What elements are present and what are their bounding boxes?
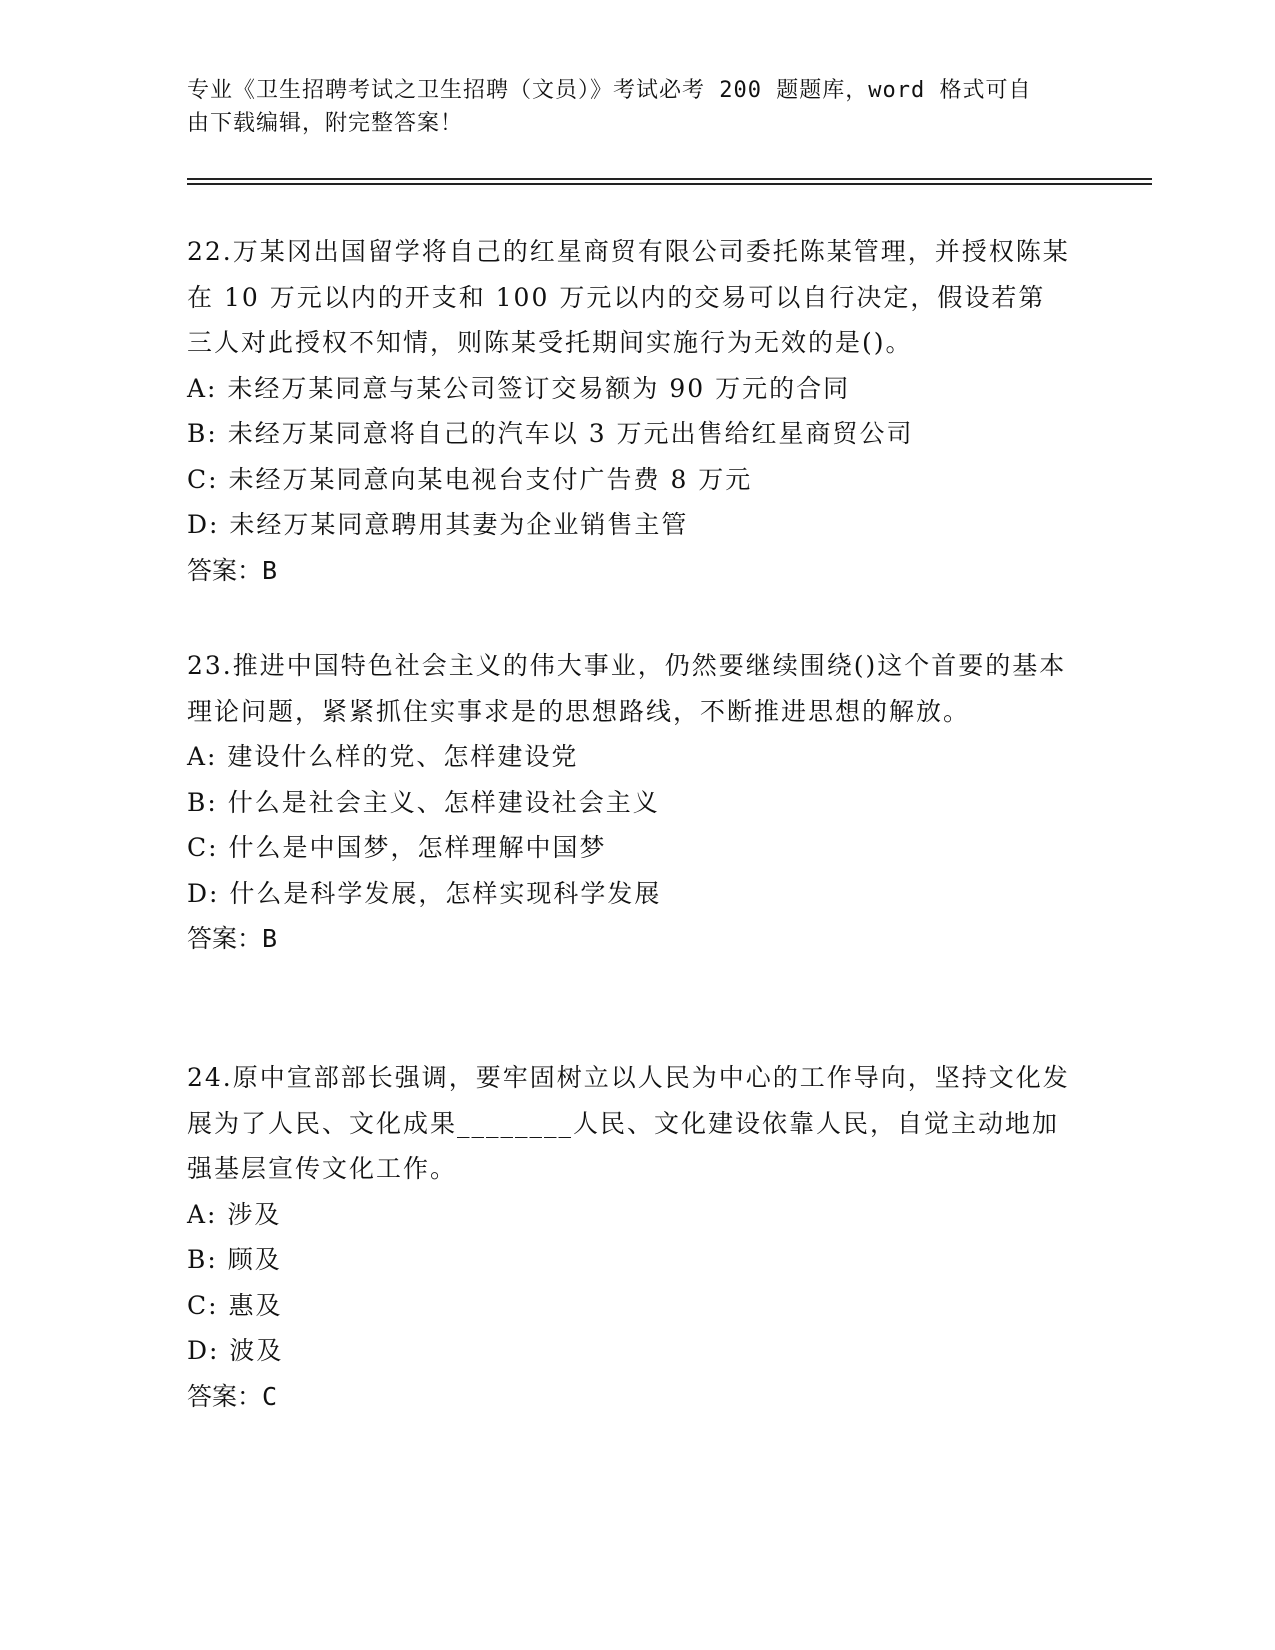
option-a: A: 涉及 bbox=[187, 1199, 282, 1229]
option-b: B: 什么是社会主义、怎样建设社会主义 bbox=[187, 787, 660, 817]
question-stem: 24.原中宣部部长强调，要牢固树立以人民为中心的工作导向，坚持文化发展为了人民、文化成果________人民、文化建设依靠人民，自觉主动地加强基层宣传文化工作。 bbox=[187, 1063, 1070, 1183]
header-divider-bottom bbox=[187, 183, 1152, 185]
option-d: D: 未经万某同意聘用其妻为企业销售主管 bbox=[187, 510, 689, 539]
option-c: C: 未经万某同意向某电视台支付广告费 8 万元 bbox=[187, 464, 753, 494]
option-a: A: 未经万某同意与某公司签订交易额为 90 万元的合同 bbox=[187, 373, 851, 403]
question-stem: 22.万某冈出国留学将自己的红星商贸有限公司委托陈某管理，并授权陈某在 10 万元以内的开支和 100 万元以内的交易可以自行决定，假设若第三人对此授权不知情，则陈某受托期间实施行为无效的是()。 bbox=[187, 237, 1070, 357]
header-divider-top bbox=[187, 178, 1152, 180]
answer: 答案：B bbox=[187, 924, 278, 953]
option-a: A: 建设什么样的党、怎样建设党 bbox=[187, 742, 579, 771]
option-c: C: 什么是中国梦，怎样理解中国梦 bbox=[187, 833, 607, 862]
option-d: D: 什么是科学发展，怎样实现科学发展 bbox=[187, 878, 662, 908]
option-b: B: 顾及 bbox=[187, 1245, 282, 1274]
option-c: C: 惠及 bbox=[187, 1290, 283, 1320]
option-d: D: 波及 bbox=[187, 1336, 284, 1365]
document-header bbox=[187, 74, 1067, 140]
question-23 bbox=[187, 643, 1072, 962]
answer: 答案：C bbox=[187, 1381, 278, 1411]
header-line-2: 由下载编辑，附完整答案！ bbox=[187, 111, 464, 136]
option-b: B: 未经万某同意将自己的汽车以 3 万元出售给红星商贸公司 bbox=[187, 419, 914, 448]
header-line-1: 专业《卫生招聘考试之卫生招聘（文员）》考试必考 200 题题库，word 格式可自 bbox=[187, 78, 1032, 103]
question-stem: 23.推进中国特色社会主义的伟大事业，仍然要继续围绕()这个首要的基本理论问题，紧紧抓住实事求是的思想路线，不断推进思想的解放。 bbox=[187, 651, 1067, 726]
answer: 答案：B bbox=[187, 555, 278, 585]
question-22 bbox=[187, 229, 1072, 593]
question-24 bbox=[187, 1055, 1072, 1419]
